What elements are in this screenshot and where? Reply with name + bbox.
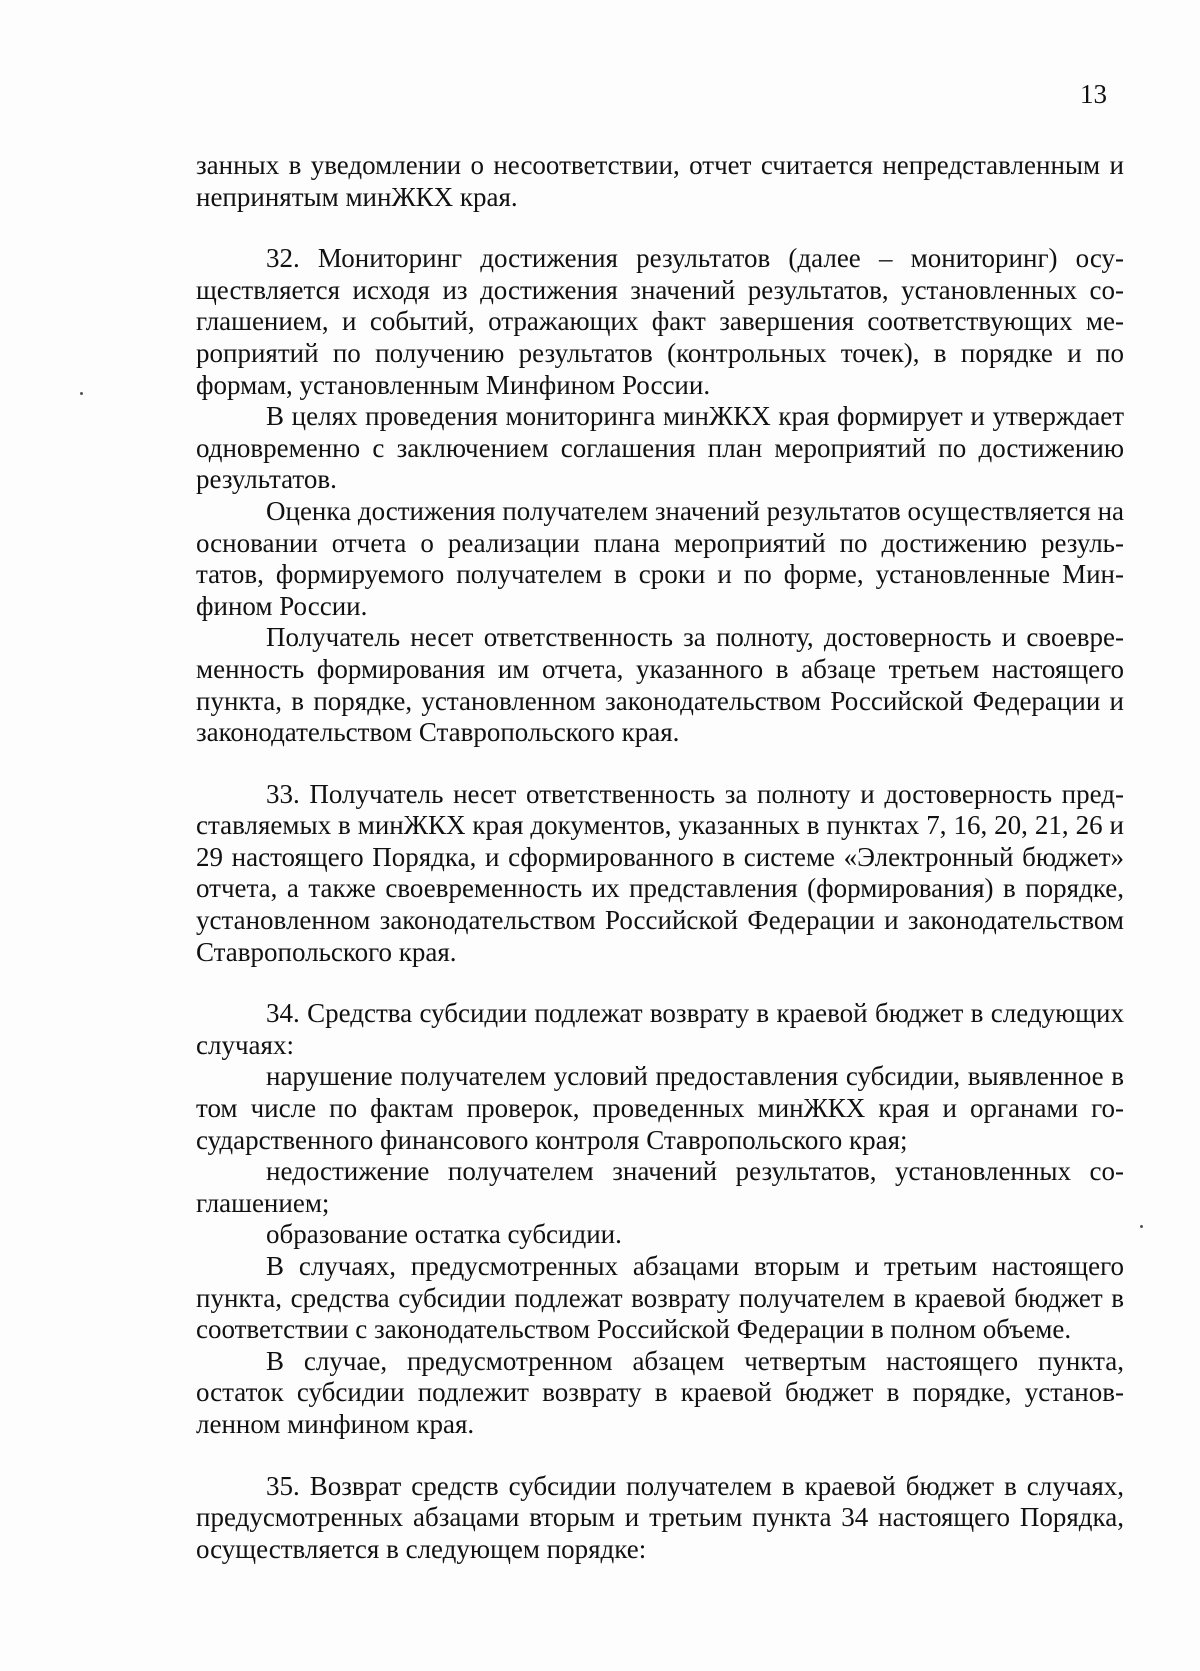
- paragraph: недостижение получателем значений результатов, установленных соглашением;: [196, 1156, 1124, 1218]
- paragraph: 35. Возврат средств субсидии получателем в краевой бюджет в случаях, предусмотренных абзацами вторым и третьим пункта 34 настоящего Порядка, осуществляется в следующем порядке:: [196, 1470, 1124, 1564]
- paragraph: нарушение получателем условий предоставления субсидии, выявленное в том числе по фактам проверок, проведенных минЖКХ края и органами государственного финансового контроля Ставропольского края;: [196, 1061, 1124, 1155]
- paragraph: В целях проведения мониторинга минЖКХ края формирует и утверждает одновременно с заключением соглашения план мероприятий по достижению результатов.: [196, 401, 1124, 495]
- paragraph: образование остатка субсидии.: [266, 1219, 622, 1250]
- paragraph: Получатель несет ответственность за полноту, достоверность и своевременность формирования им отчета, указанного в абзаце третьем настоящего пункта, в порядке, установленном законодательством Российской Федерации и законодательством Ставропольского края.: [196, 622, 1124, 748]
- page-number: 13: [1080, 79, 1107, 109]
- paragraph: занных в уведомлении о несоответствии, отчет считается непредставленным и непринятым минЖКХ края.: [196, 150, 1124, 212]
- paragraph: Оценка достижения получателем значений результатов осуществляется на основании отчета о реализации плана мероприятий по достижению результатов, формируемого получателем в сроки и по форме, установленные Минфином России.: [196, 495, 1124, 621]
- scan-speck: [1140, 1225, 1143, 1228]
- paragraph: 34. Средства субсидии подлежат возврату в краевой бюджет в следующих случаях:: [196, 998, 1124, 1060]
- paragraph: 33. Получатель несет ответственность за полноту и достоверность представляемых в минЖКХ края документов, указанных в пунктах 7, 16, 20, 21, 26 и 29 настоящего Порядка, и сформированного в системе «Электронный бюджет» отчета, а также своевременность их представления (формирования) в порядке, установленном законодательством Российской Федерации и законодательством Ставропольского края.: [196, 778, 1124, 967]
- document-body: [196, 150, 1124, 1565]
- paragraph: 32. Мониторинг достижения результатов (далее – мониторинг) осуществляется исходя из достижения значений результатов, установленных соглашением, и событий, отражающих факт завершения соответствующих мероприятий по получению результатов (контрольных точек), в порядке и по формам, установленным Минфином России.: [196, 243, 1124, 400]
- scan-speck: [80, 392, 83, 395]
- paragraph: В случаях, предусмотренных абзацами вторым и третьим настоящего пункта, средства субсидии подлежат возврату получателем в краевой бюджет в соответствии с законодательством Российской Федерации в полном объеме.: [196, 1251, 1124, 1345]
- paragraph: В случае, предусмотренном абзацем четвертым настоящего пункта, остаток субсидии подлежит возврату в краевой бюджет в порядке, установленном минфином края.: [196, 1345, 1124, 1439]
